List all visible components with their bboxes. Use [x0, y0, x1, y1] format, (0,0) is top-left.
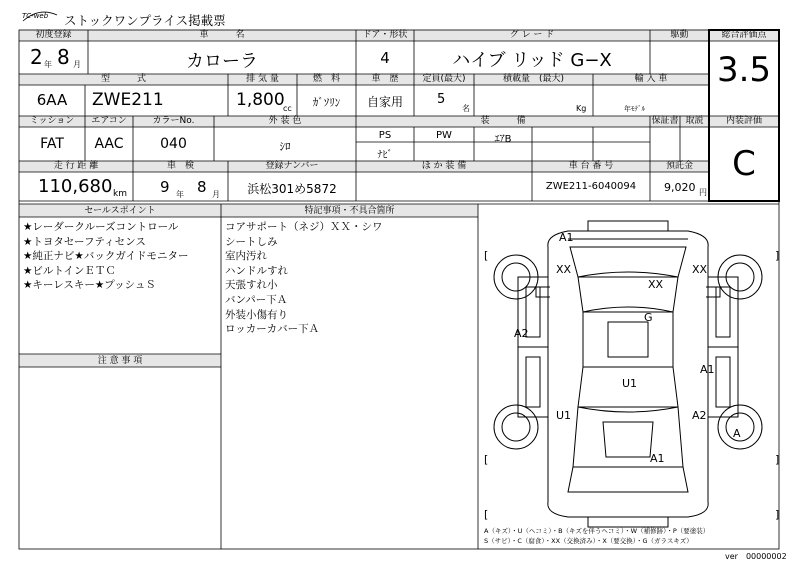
version-label: ver 00000002: [725, 552, 787, 561]
bracket: ]: [775, 249, 780, 262]
interior-score-label: 内装評価: [725, 116, 762, 126]
plate-label: 登録ナンバー: [265, 161, 319, 171]
list-item: ★キーレスキー★プッシュＳ: [23, 279, 156, 292]
load-label: 積載量 (最大): [502, 74, 565, 84]
car-name-label: 車 名: [199, 30, 245, 40]
bracket: [: [484, 508, 489, 521]
model-label: 型 式: [100, 74, 146, 84]
capacity-label: 定員(最大): [422, 74, 466, 84]
import-car-label: 輸 入 車: [634, 74, 668, 84]
first-reg-label: 初度登録: [35, 30, 72, 40]
special-notes-title: 特記事項・不具合箇所: [304, 206, 395, 216]
sales-points-list: [23, 220, 189, 293]
inspection-year-unit: 年: [176, 190, 184, 199]
list-item: バンパー下Ａ: [225, 293, 288, 306]
equipment-pw: PW: [436, 130, 452, 141]
damage-label: A2: [692, 409, 707, 422]
list-item: ★純正ナビ★バックガイドモニター: [23, 250, 189, 263]
mileage-label: 走 行 距 離: [53, 161, 99, 171]
damage-label: XX: [692, 263, 708, 276]
damage-label: G: [644, 311, 653, 324]
page-title: ストックワンプライス掲載票: [64, 13, 226, 28]
load-unit: Kg: [576, 104, 587, 113]
equipment-ps: PS: [378, 130, 392, 141]
history-value: 自家用: [366, 95, 403, 109]
chassis-label: 車 台 番 号: [568, 161, 614, 171]
other-equipment-label: ほ か 装 備: [421, 161, 467, 171]
displacement-label: 排 気 量: [246, 74, 279, 84]
history-label: 車 歴: [371, 74, 399, 84]
bracket: [: [484, 249, 489, 262]
interior-score: C: [732, 144, 756, 184]
list-item: 天張すれ小: [225, 279, 278, 292]
grade-value: ハイブ リッド G−X: [452, 50, 612, 71]
doors-label: ドア・形状: [362, 30, 408, 40]
manual-label: 取説: [685, 116, 704, 126]
inspection-month-unit: 月: [212, 190, 220, 199]
list-item: ハンドルすれ: [225, 264, 288, 277]
damage-label: A1: [650, 452, 665, 465]
model-code: ZWE211: [92, 90, 164, 110]
damage-label: A1: [559, 231, 574, 244]
notes-title: 注 意 事 項: [97, 356, 143, 366]
equipment-label: 装 備: [480, 116, 526, 126]
list-item: 外装小傷有り: [225, 308, 288, 321]
inspection-year: 9: [160, 178, 170, 196]
color-no-value: 040: [160, 136, 187, 152]
warranty-label: 保証書: [651, 116, 679, 126]
logo-text: TC-web: [22, 12, 49, 20]
inspection-month: 8: [197, 178, 207, 196]
damage-label: XX: [648, 278, 664, 291]
damage-legend-line2: S（サビ）・C（腐食）・XX（交換済み）・X（要交換）・G（ガラスキズ）: [484, 537, 693, 545]
damage-label: A1: [700, 363, 715, 376]
list-item: ロッカーカバー下Ａ: [225, 323, 320, 336]
exterior-color-value: ｼﾛ: [279, 140, 291, 153]
yen-unit: 円: [699, 188, 707, 197]
bracket: [: [484, 453, 489, 466]
displacement-value: 1,800: [236, 90, 285, 110]
transmission-value: FAT: [40, 136, 64, 152]
list-item: コアサポート（ネジ）ＸＸ・シワ: [225, 221, 383, 233]
month-unit: 月: [73, 60, 81, 69]
mileage-value: 110,680: [38, 176, 113, 197]
aircon-label: エアコン: [91, 116, 127, 126]
transmission-label: ミッション: [29, 116, 75, 126]
list-item: ★レーダークルーズコントロール: [23, 221, 179, 233]
bracket: ]: [775, 508, 780, 521]
damage-label: XX: [556, 263, 572, 276]
damage-label: U1: [622, 377, 638, 390]
list-item: 室内汚れ: [225, 250, 267, 263]
damage-label: A: [733, 427, 741, 440]
damage-label: U1: [556, 409, 572, 422]
color-no-label: カラーNo.: [152, 116, 195, 126]
exterior-color-label: 外 装 色: [268, 116, 302, 126]
deposit-label: 預託金: [665, 161, 693, 171]
equipment-navi: ﾅﾋﾞ: [377, 150, 393, 161]
list-item: ★トヨタセーフティセンス: [23, 235, 146, 248]
bracket: ]: [775, 453, 780, 466]
km-unit: km: [113, 189, 127, 199]
reg-year: 2: [30, 45, 43, 69]
reg-month: 8: [57, 45, 70, 69]
list-item: ★ビルトインＥＴＣ: [23, 264, 116, 277]
inspection-label: 車 検: [166, 161, 194, 171]
sales-points-title: セールスポイント: [84, 206, 156, 216]
fuel-label: 燃 料: [312, 74, 340, 84]
year-unit: 年: [44, 60, 52, 69]
car-damage-diagram: [478, 217, 778, 533]
door-count: 4: [380, 49, 390, 67]
equipment-airbag: ｴｱB: [494, 134, 512, 145]
aircon-value: AAC: [94, 136, 124, 152]
plate-number: 浜松301め5872: [247, 182, 337, 196]
cc-unit: cc: [283, 104, 292, 113]
fuel-value: ｶﾞｿﾘﾝ: [312, 96, 341, 109]
chassis-number: ZWE211-6040094: [545, 181, 637, 192]
list-item: シートしみ: [225, 235, 278, 248]
import-year-model-label: 年ﾓﾃﾞﾙ: [624, 105, 645, 113]
damage-legend-line1: A（キズ）・U（ヘコミ）・B（キズを伴うヘコミ）・W（補修跡）・P（要塗装）: [484, 527, 710, 535]
overall-score: 3.5: [716, 50, 772, 90]
capacity-value: 5: [437, 92, 446, 107]
capacity-unit: 名: [462, 104, 470, 113]
car-name: カローラ: [186, 51, 258, 72]
deposit-value: 9,020: [664, 181, 696, 194]
engine-code: 6AA: [36, 91, 68, 109]
grade-label: グ レ ー ド: [509, 30, 555, 40]
special-notes-list: [225, 220, 383, 337]
damage-label: A2: [514, 327, 529, 340]
overall-score-label: 総合評価点: [721, 30, 767, 40]
drive-label: 駆動: [670, 30, 689, 40]
